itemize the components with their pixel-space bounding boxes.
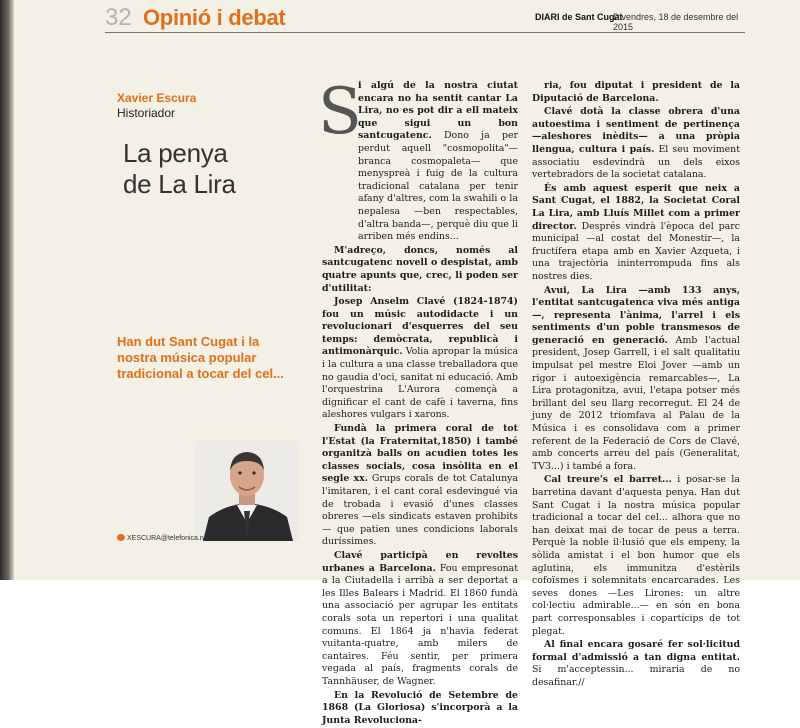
paragraph-body: Grups corals de tot Catalunya l'imitaren, i el cant coral esdevingué via de trobada i evasió d'unes classes obreres —els sindicats estaven prohibits— que patien unes condicions laborals duríssimes. bbox=[322, 473, 519, 548]
article-paragraph bbox=[532, 106, 740, 182]
page-number: 32 bbox=[105, 4, 132, 31]
paragraph-lead: Fundà la primera coral de tot l'Estat (la Fraternitat,1850) i també organitzà balls on acudien totes les classes socials, cosa insòlita en el segle xx. bbox=[322, 423, 518, 485]
paragraph-body: i posar-se la barretina davant d'aquesta penya. Han dut Sant Cugat i la nostra música popular tradicional a tocar del cel... alhora que no han deixat mai de tocar de peus a terra. Perquè la noble il·lusió que els empeny, la sòlida amistat i el bon humor que els aglutina, els immunitza d'estèrils cofoïsmes i solemnitats encarcarades. Les seves dones —Les Lirones: un altre col·lectiu admirable...— en són en bona part corresponsables i copartícips de tot plegat. bbox=[532, 474, 740, 637]
section-title: Opinió i debat bbox=[143, 5, 286, 30]
paragraph-body: El seu moviment associatiu esdevindrà un dels eixos vertebradors de la societat catalana. bbox=[532, 143, 740, 181]
headline-line-2: de La Lira bbox=[123, 169, 236, 199]
author-email bbox=[117, 534, 210, 542]
article-paragraph bbox=[322, 296, 518, 422]
article-paragraph bbox=[322, 80, 518, 244]
author-role: Historiador bbox=[117, 106, 176, 120]
paragraph-body: Volia apropar la música i la cultura a una classe treballadora que no gaudia d'oci, sanitat ni educació. Amb l'orquestrina L'Aurora començà a dignificar el cant de cafè i taverna, fins aleshores vulgars i xarons. bbox=[322, 346, 518, 421]
article-column-2 bbox=[532, 80, 740, 691]
paragraph-lead: Josep Anselm Clavé (1824-1874) fou un músic autodidacte i un revolucionari d'esquerres del seu temps: demòcrata, republicà i antimonàrquic. bbox=[322, 296, 518, 358]
paragraph-lead: En la Revolució de Setembre de 1868 (La Gloriosa) s'incorporà a la Junta Revoluciona- bbox=[322, 689, 518, 726]
article-paragraph bbox=[532, 474, 740, 638]
paragraph-body: Després vindrà l'època del parc municipal —al costat del Monestir—, la fructífera etapa amb en Xavier Azqueta, i una trajectòria ininterrompuda fins als nostres dies. bbox=[532, 220, 740, 282]
article-paragraph bbox=[322, 550, 518, 689]
paragraph-lead: Cal treure's el barret... bbox=[544, 474, 672, 486]
paragraph-body: Fou empresonat a la Ciutadella i arribà a ser deportat a les Illes Balears i Madrid. El 1860 fundà una associació per agrupar les entitats corals sota un repertori i una qualitat comuns. El 1864 ja n'havia federat vuitanta-quatre, amb milers de cantaires. Féu sentir, per primera vegada al país, fragments corals de Tannhäuser, de Wagner. bbox=[322, 562, 518, 687]
author-portrait-graphic bbox=[195, 441, 299, 541]
article-paragraph bbox=[532, 639, 740, 689]
paragraph-body: Dono ja per perdut aquell "cosmopolita"—branca cosmopaleta— que menyspreà i fuig de la cultura tradicional catalana per tenir afany d'altres, com la swahili o la nepalesa —ben respectables, d'altra banda—, perquè diu que li arriben més endins... bbox=[358, 130, 518, 243]
paragraph-lead: i algú de la nostra ciutat encara no ha sentit cantar La Lira, no es pot dir a ell mateix que sigui un bon santcugatenc. bbox=[358, 80, 518, 142]
page-header bbox=[105, 4, 745, 32]
newspaper-name: DIARI de Sant Cugat bbox=[535, 12, 623, 22]
author-name: Xavier Escura bbox=[117, 91, 197, 105]
paragraph-body: Si m'acceptessin... miraria de no desafinar.// bbox=[532, 664, 740, 688]
byline-column bbox=[105, 76, 313, 546]
pull-quote: Han dut Sant Cugat i la nostra música popular tradicional a tocar del cel... bbox=[117, 334, 284, 381]
page-binding-shadow bbox=[0, 0, 14, 580]
drop-cap: S bbox=[318, 75, 362, 149]
email-icon bbox=[117, 534, 125, 541]
article-paragraph bbox=[322, 690, 518, 728]
paragraph-lead: Clavé participà en revoltes urbanes a Barcelona. bbox=[322, 549, 518, 574]
paragraph-body: Amb l'actual president, Josep Garrell, i el salt qualitatiu impulsat pel mestre Eloi Jover —amb un rigor i autoexigència remarcables—, La Lira protagonitza, avui, l'etapa potser més brillant del seu llarg recorregut. El 24 de juny de 2012 triomfava al Palau de la Música i es consolidava com a primer referent de la Federació de Cors de Clavé, amb concerts arreu del país (Generalitat, TV3...) i també a fora. bbox=[532, 334, 740, 472]
article-column-1 bbox=[322, 80, 518, 728]
paragraph-lead: Avui, La Lira —amb 133 anys, l'entitat santcugatenca viva més antiga—, representa l'ànima, l'arrel i els sentiments d'un poble transmesos de generació en generació. bbox=[532, 284, 740, 346]
paragraph-lead: M'adreço, doncs, només al santcugatenc novell o despistat, amb quatre apunts que, crec, li poden ser d'utilitat: bbox=[322, 244, 518, 294]
paragraph-lead: Clavé dotà la classe obrera d'una autoestima i sentiment de pertinença —aleshores inèdits— a una pròpia llengua, cultura i país. bbox=[532, 106, 740, 155]
headline bbox=[123, 138, 236, 200]
issue-date: Divendres, 18 de desembre del 2015 bbox=[613, 12, 739, 32]
author-photo bbox=[195, 441, 299, 541]
headline-line-1: La penya bbox=[123, 138, 228, 168]
header-rule bbox=[105, 32, 745, 33]
author-email-text: XESCURA@telefonica.net bbox=[127, 535, 210, 542]
article-paragraph bbox=[322, 245, 518, 295]
article-paragraph bbox=[532, 183, 740, 284]
paragraph-lead: És amb aquest esperit que neix a Sant Cugat, el 1882, la Societat Coral La Lira, amb Lluís Millet com a primer director. bbox=[532, 182, 740, 232]
article-paragraph bbox=[532, 80, 740, 105]
paragraph-lead: Al final encara gosaré fer sol·licitud formal d'admissió a tan digna entitat. bbox=[532, 639, 740, 663]
paragraph-lead: ria, fou diputat i president de la Diputació de Barcelona. bbox=[532, 80, 740, 104]
article-paragraph bbox=[532, 285, 740, 474]
article-paragraph bbox=[322, 423, 518, 549]
